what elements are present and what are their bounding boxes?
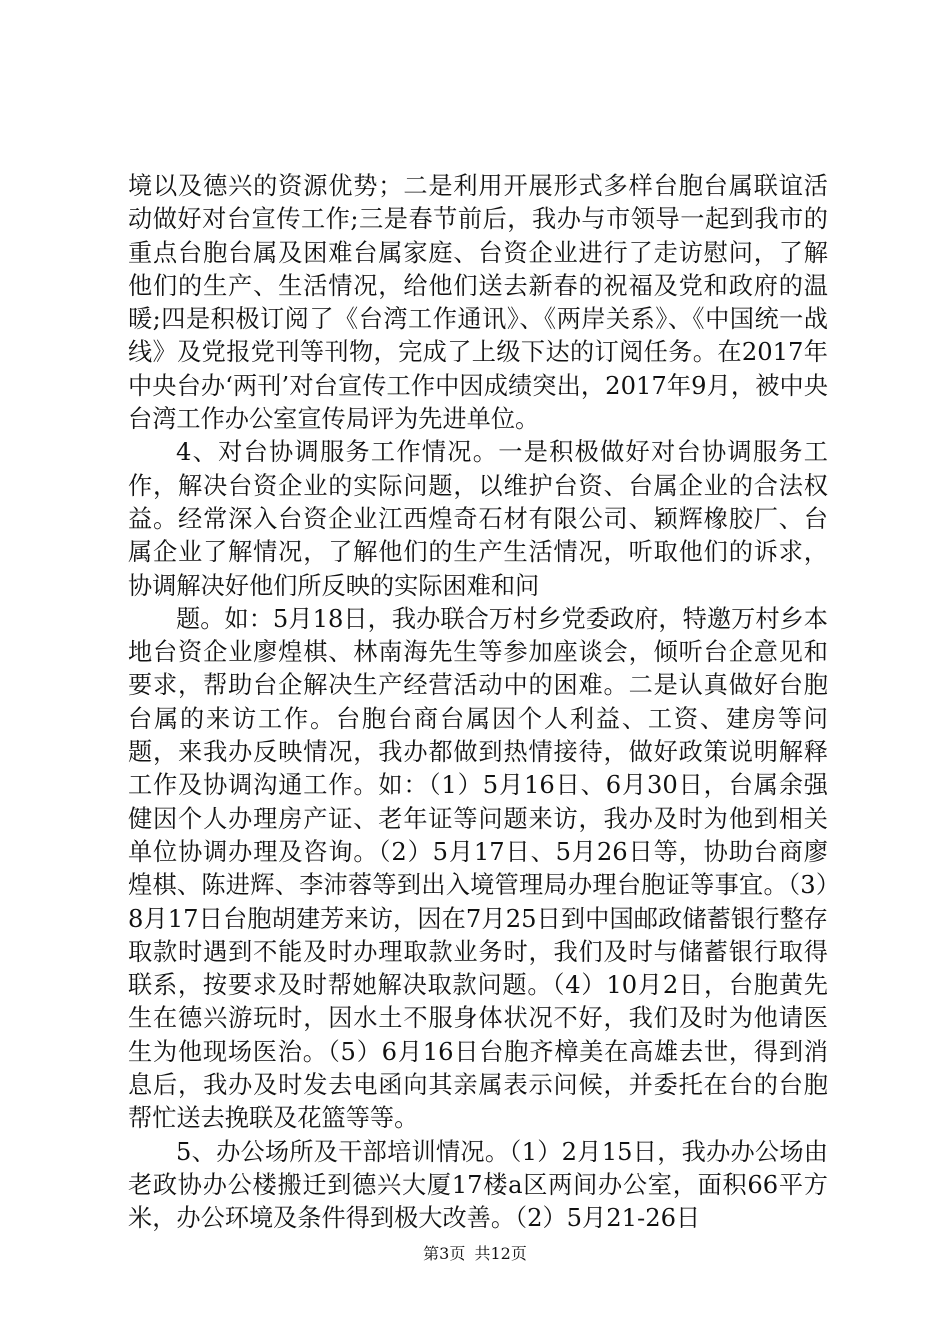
paragraph-2: 4、对台协调服务工作情况。一是积极做好对台协调服务工作，解决台资企业的实际问题，以维护台资、台属企业的合法权益。经常深入台资企业江西煌奇石材有限公司、颖辉橡胶厂、台属企业了解情况，了解他们的生产生活情况，听取他们的诉求，协调解决好他们所反映的实际困难和问 — [128, 438, 828, 600]
paragraph-3: 题。如：5月18日，我办联合万村乡党委政府，特邀万村乡本地台资企业廖煌棋、林南海先生等参加座谈会，倾听台企意见和要求，帮助台企解决生产经营活动中的困难。二是认真做好台胞台属的来访工作。台胞台商台属因个人利益、工资、建房等问题，来我办反映情况，我办都做到热情接待，做好政策说明解释工作及协调沟通工作。如：（1）5月16日、6月30日，台属余强健因个人办理房产证、老年证等问题来访，我办及时为他到相关单位协调办理及咨询。（2）5月17日、5月26日等，协助台商廖煌棋、陈进辉、李沛蓉等到出入境管理局办理台胞证等事宜。（3）8月17日台胞胡建芳来访，因在7月25日到中国邮政储蓄银行整存取款时遇到不能及时办理取款业务时，我们及时与储蓄银行取得联系，按要求及时帮她解决取款问题。（4）10月2日，台胞黄先生在德兴游玩时，因水土不服身体状况不好，我们及时为他请医生为他现场医治。（5）6月16日台胞齐樟美在高雄去世，得到消息后，我办及时发去电函向其亲属表示问候，并委托在台的台胞帮忙送去挽联及花篮等等。 — [128, 604, 828, 1133]
page-footer — [0, 1244, 950, 1264]
paragraph-1: 境以及德兴的资源优势；二是利用开展形式多样台胞台属联谊活动做好对台宣传工作;三是春节前后，我办与市领导一起到我市的重点台胞台属及困难台属家庭、台资企业进行了走访慰问，了解他们的生产、生活情况，给他们送去新春的祝福及党和政府的温暖;四是积极订阅了《台湾工作通讯》、《两岸关系》、《中国统一战线》及党报党刊等刊物，完成了上级下达的订阅任务。在2017年中央台办‘两刊’对台宣传工作中因成绩突出，2017年9月，被中央台湾工作办公室宣传局评为先进单位。 — [128, 172, 828, 434]
paragraph-4: 5、办公场所及干部培训情况。（1）2月15日，我办办公场由老政协办公楼搬迁到德兴大厦17楼a区两间办公室，面积66平方米，办公环境及条件得到极大改善。（2）5月21-26日 — [128, 1137, 828, 1233]
document-body — [128, 170, 828, 1236]
page-number: 第3页 — [423, 1244, 466, 1263]
page-total: 共12页 — [474, 1244, 527, 1263]
